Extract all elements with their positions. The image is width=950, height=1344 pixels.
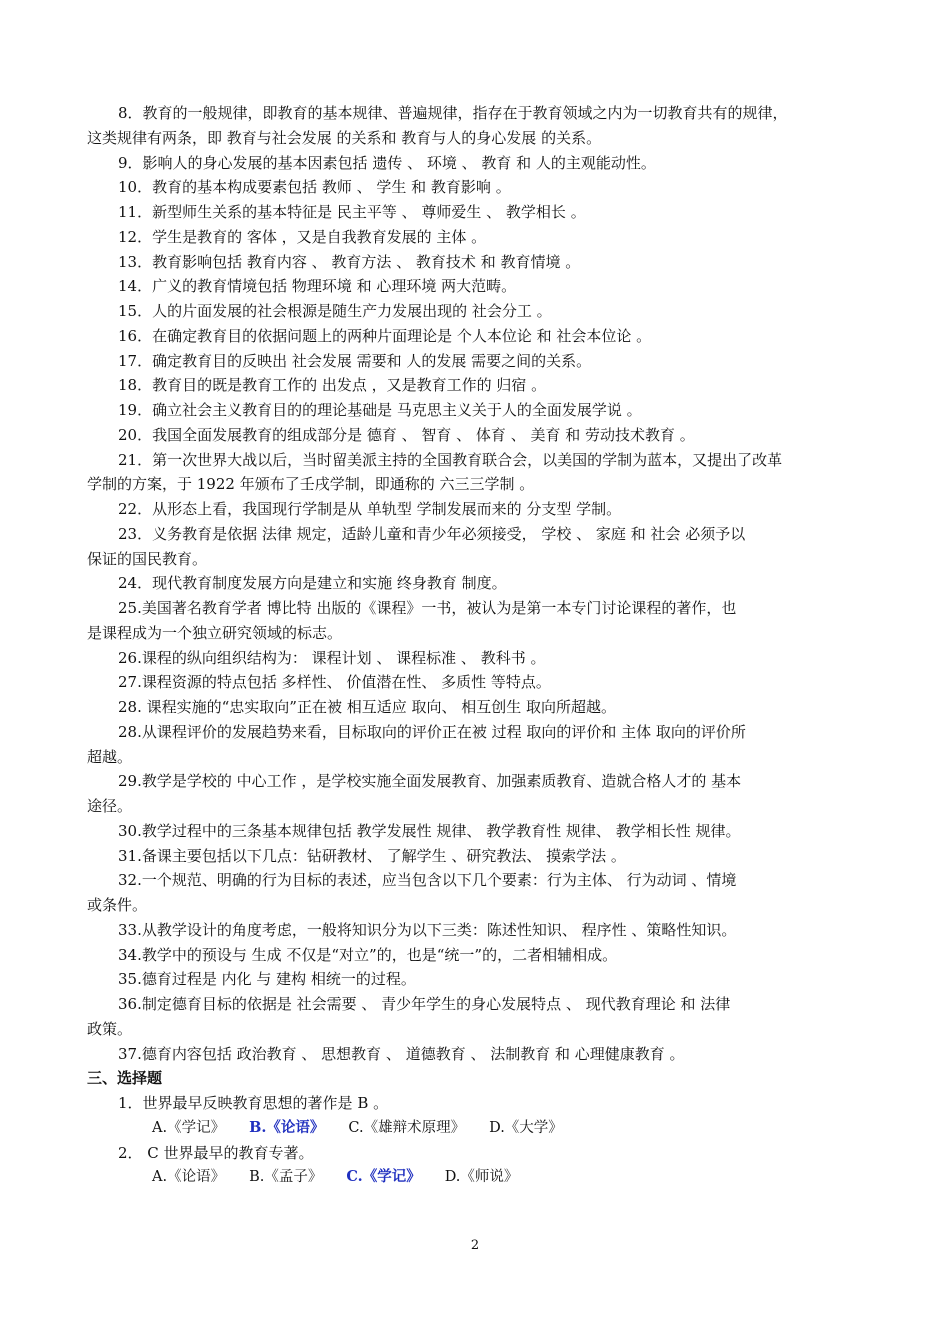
question-stem: 1．世界最早反映教育思想的著作是 B 。 — [118, 1094, 389, 1112]
text-line: 29.教学是学校的 中心工作 ，是学校实施全面发展教育、加强素质教育、造就合格人才的 基本 — [118, 772, 742, 791]
text-line: 12．学生是教育的 客体 ，又是自我教育发展的 主体 。 — [118, 227, 487, 246]
text-line: 学制的方案，于 1922 年颁布了壬戌学制，即通称的 六三三学制 。 — [87, 475, 535, 494]
text-line: 这类规律有两条，即 教育与社会发展 的关系和 教育与人的身心发展 的关系。 — [87, 128, 602, 147]
text-line: 31.备课主要包括以下几点：钻研教材、 了解学生 、研究教法、 摸索学法 。 — [118, 846, 626, 865]
text-line: 35.德育过程是 内化 与 建构 相统一的过程。 — [118, 970, 416, 989]
text-line: 24．现代教育制度发展方向是建立和实施 终身教育 制度。 — [118, 574, 507, 593]
answer-option: D.《大学》 — [489, 1119, 563, 1136]
text-line: 超越。 — [87, 747, 133, 766]
text-line: 25.美国著名教育学者 博比特 出版的《课程》一书，被认为是第一本专门讨论课程的著作，也 — [118, 599, 737, 617]
text-line: 保证的国民教育。 — [87, 549, 208, 568]
page-number: 2 — [470, 1238, 480, 1253]
text-line: 13．教育影响包括 教育内容 、 教育方法 、 教育技术 和 教育情境 。 — [118, 252, 581, 271]
option-row — [152, 1166, 542, 1188]
text-line: 15．人的片面发展的社会根源是随生产力发展出现的 社会分工 。 — [118, 302, 552, 320]
text-line: 34.教学中的预设与 生成 不仅是“对立”的，也是“统一”的，二者相辅相成。 — [118, 945, 618, 964]
text-line: 22．从形态上看，我国现行学制是从 单轨型 学制发展而来的 分支型 学制。 — [118, 500, 622, 518]
answer-option: D.《师说》 — [444, 1169, 519, 1186]
text-line: 18．教育目的既是教育工作的 出发点 ，又是教育工作的 归宿 。 — [118, 376, 547, 395]
text-line: 10．教育的基本构成要素包括 教师 、 学生 和 教育影响 。 — [118, 178, 511, 197]
text-line: 23．义务教育是依据 法律 规定，适龄儿童和青少年必须接受， 学校 、 家庭 和 社会 必须予以 — [118, 524, 746, 543]
text-line: 27.课程资源的特点包括 多样性、 价值潜在性、 多质性 等特点。 — [118, 673, 551, 692]
text-line: 26.课程的纵向组织结构为： 课程计划 、 课程标准 、 教科书 。 — [118, 648, 546, 667]
answer-option: C.《雄辩术原理》 — [348, 1119, 466, 1136]
text-line: 32.一个规范、明确的行为目标的表述，应当包含以下几个要素：行为主体、 行为动词 、情境 — [118, 871, 737, 890]
text-line: 途径。 — [87, 797, 133, 815]
text-line: 36.制定德育目标的依据是 社会需要 、 青少年学生的身心发展特点 、 现代教育理论 和 法律 — [118, 995, 731, 1013]
text-line: 21．第一次世界大战以后，当时留美派主持的全国教育联合会，以美国的学制为蓝本，又提出了改革 — [118, 450, 783, 469]
text-line: 14．广义的教育情境包括 物理环境 和 心理环境 两大范畴。 — [118, 277, 517, 296]
answer-option: A.《学记》 — [152, 1119, 226, 1136]
answer-option-correct: C.《学记》 — [346, 1168, 421, 1186]
text-line: 20．我国全面发展教育的组成部分是 德育 、 智育 、 体育 、 美育 和 劳动技术教育 。 — [118, 425, 695, 444]
answer-option-correct: B.《论语》 — [249, 1118, 325, 1136]
text-line: 37.德育内容包括 政治教育 、 思想教育 、 道德教育 、 法制教育 和 心理健康教育 。 — [118, 1044, 685, 1063]
text-line: 是课程成为一个独立研究领域的标志。 — [87, 623, 343, 642]
text-line: 9．影响人的身心发展的基本因素包括 遗传 、 环境 、 教育 和 人的主观能动性。 — [118, 153, 656, 172]
answer-option: B.《孟子》 — [249, 1169, 323, 1186]
text-line: 17．确定教育目的反映出 社会发展 需要和 人的发展 需要之间的关系。 — [118, 351, 592, 370]
text-line: 19．确立社会主义教育目的的理论基础是 马克思主义关于人的全面发展学说 。 — [118, 401, 642, 419]
text-line: 16．在确定教育目的依据问题上的两种片面理论是 个人本位论 和 社会本位论 。 — [118, 326, 652, 345]
text-line: 11．新型师生关系的基本特征是 民主平等 、 尊师爱生 、 教学相长 。 — [118, 203, 586, 221]
text-line: 8．教育的一般规律，即教育的基本规律、普遍规律，指存在于教育领域之内为一切教育共有的规律， — [118, 104, 788, 122]
text-line: 30.教学过程中的三条基本规律包括 教学发展性 规律、 教学教育性 规律、 教学相长性 规律。 — [118, 821, 741, 840]
text-line: 政策。 — [87, 1019, 133, 1038]
question-stem: 2． C 世界最早的教育专著。 — [118, 1143, 314, 1162]
text-line: 28.从课程评价的发展趋势来看，目标取向的评价正在被 过程 取向的评价和 主体 取向的评价所 — [118, 722, 746, 741]
text-line: 或条件。 — [87, 896, 148, 914]
answer-option: A.《论语》 — [152, 1169, 226, 1186]
option-row — [152, 1117, 587, 1139]
text-line: 28. 课程实施的“忠实取向”正在被 相互适应 取向、 相互创生 取向所超越。 — [118, 698, 617, 716]
section-heading: 三、选择题 — [87, 1069, 163, 1088]
text-line: 33.从教学设计的角度考虑，一般将知识分为以下三类：陈述性知识、 程序性 、策略性知识。 — [118, 920, 737, 939]
